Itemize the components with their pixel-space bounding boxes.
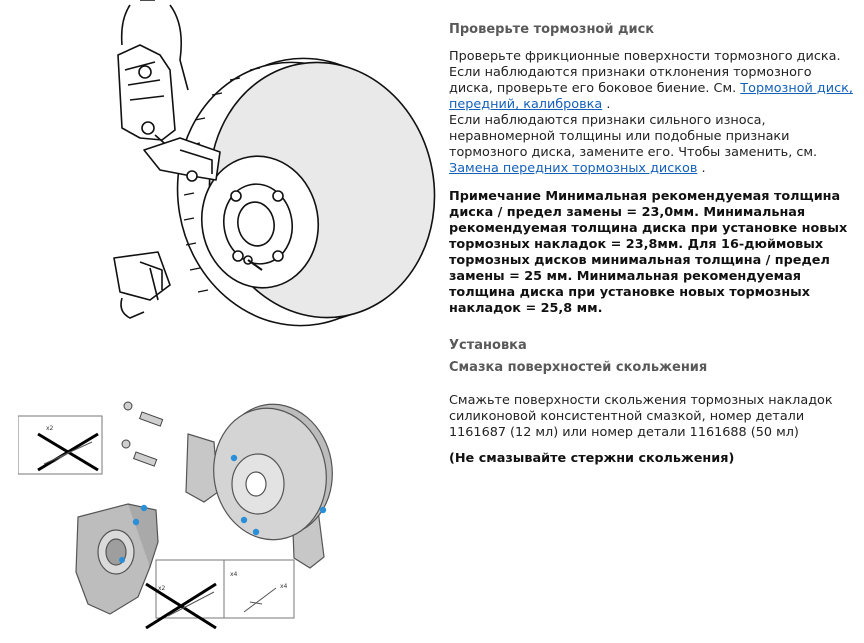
label-x2-bottom: x2: [158, 585, 166, 592]
paragraph-runout: [449, 49, 857, 113]
link-replace-discs[interactable]: Замена передних тормозных дисков: [449, 161, 698, 176]
paragraph-wear-text: Если наблюдаются признаки сильного износа, неравномерной толщины или подобные признаки тормозного диска, замените его. Чтобы заменить, см.: [449, 113, 818, 160]
heading-installation: Установка: [449, 338, 527, 353]
caliper-lubrication-illustration: [18, 392, 360, 640]
warning-no-lube-pins: (Не смазывайте стержни скольжения): [449, 451, 735, 466]
label-x4-a: x4: [230, 571, 238, 578]
heading-check-disc: Проверьте тормозной диск: [449, 22, 655, 37]
instructions-column: [449, 22, 857, 467]
label-x2-top: x2: [46, 425, 54, 432]
paragraph-wear: [449, 113, 857, 177]
paragraph-runout-text: Проверьте фрикционные поверхности тормозного диска. Если наблюдаются признаки отклонения тормозного диска, проверьте его боковое биение. См.: [449, 49, 841, 96]
paragraph-wear-end: .: [701, 161, 706, 176]
paragraph-runout-end: .: [606, 97, 611, 112]
heading-lubrication: Смазка поверхностей скольжения: [449, 360, 708, 375]
paragraph-lubrication: Смажьте поверхности скольжения тормозных накладок силиконовой консистентной смазкой, номер детали 1161687 (12 мл) или номер детали 1161688 (50 мл): [449, 393, 833, 440]
label-x4-b: x4: [280, 583, 288, 590]
link-disc-calibration[interactable]: Тормозной диск, передний, калибровка: [449, 81, 853, 112]
brake-disc-illustration: [100, 0, 440, 330]
note-min-thickness: Примечание Минимальная рекомендуемая толщина диска / предел замены = 23,0мм. Минимальная рекомендуемая толщина диска при установке новых тормозных накладок = 23,8мм. Для 16-дюймовых тормозных дисков минимальная толщина / предел замены = 25 мм. Минимальная рекомендуемая толщина диска при установке новых тормозных накладок = 25,8 мм.: [449, 189, 848, 316]
